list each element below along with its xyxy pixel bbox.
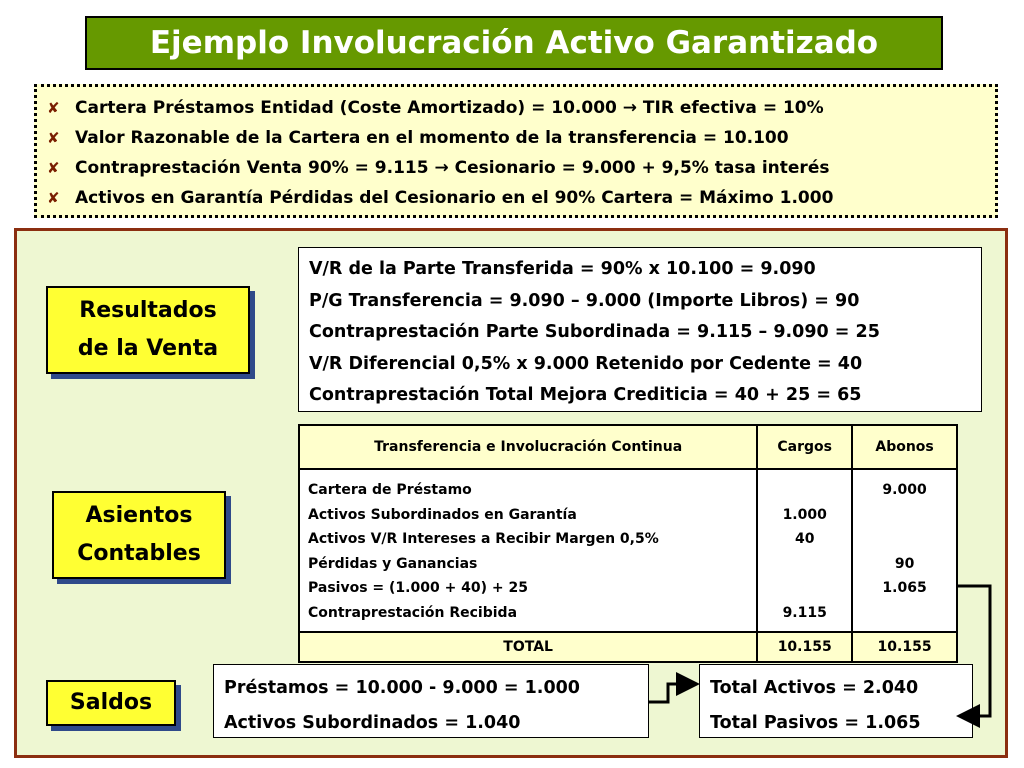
balance-line: Total Activos = 2.040 [710,678,919,698]
cross-bullet-icon: ✘ [47,189,60,207]
entry-abono: 90 [894,555,915,572]
balances-label-text: Saldos [69,690,153,715]
balance-line: Activos Subordinados = 1.040 [224,713,521,733]
header-concept: Transferencia e Involucración Continua [299,425,757,469]
results-label-line2: de la Venta [77,336,219,361]
assumption-text: Contraprestación Venta 90% = 9.115 → Cesionario = 9.000 + 9,5% tasa interés [75,158,830,178]
cross-bullet-icon: ✘ [47,129,60,147]
assumption-text: Activos en Garantía Pérdidas del Cesionario en el 90% Cartera = Máximo 1.000 [75,188,834,208]
entries-label-line1: Asientos [85,503,193,528]
entry-abono: 9.000 [882,482,927,498]
entry-concept: Activos V/R Intereses a Recibir Margen 0,5% [308,531,659,547]
entries-label-line2: Contables [77,541,201,566]
assumption-text: Valor Razonable de la Cartera en el momento de la transferencia = 10.100 [75,128,789,148]
balance-line: Total Pasivos = 1.065 [710,713,921,733]
result-line: V/R de la Parte Transferida = 90% x 10.100 = 9.090 [309,259,816,279]
cross-bullet-icon: ✘ [47,159,60,177]
results-label-line1: Resultados [79,298,217,323]
entry-concept: Activos Subordinados en Garantía [308,506,577,523]
balance-line: Préstamos = 10.000 - 9.000 = 1.000 [224,678,580,698]
entry-cargo: 1.000 [782,506,827,523]
entry-concept: Pasivos = (1.000 + 40) + 25 [308,580,529,596]
cross-bullet-icon: ✘ [47,99,60,117]
entry-abono: 1.065 [882,580,927,596]
total-abonos: 10.155 [852,632,957,662]
entry-cargo: 9.115 [782,604,827,621]
liabilities-arrow [958,586,990,716]
result-line: P/G Transferencia = 9.090 – 9.000 (Importe Libros) = 90 [309,290,860,311]
result-line: Contraprestación Parte Subordinada = 9.115 – 9.090 = 25 [309,322,880,342]
header-cargos: Cargos [757,425,852,469]
header-abonos: Abonos [852,425,957,469]
entry-concept: Pérdidas y Ganancias [308,555,478,572]
assumption-text: Cartera Préstamos Entidad (Coste Amortizado) = 10.000 → TIR efectiva = 10% [75,98,824,118]
entry-concept: Contraprestación Recibida [308,604,518,621]
entry-cargo: 40 [794,531,815,547]
result-line: Contraprestación Total Mejora Crediticia = 40 + 25 = 65 [309,385,862,405]
slide-title: Ejemplo Involucración Activo Garantizado [149,25,879,61]
entry-concept: Cartera de Préstamo [308,482,472,498]
total-cargos: 10.155 [757,632,852,662]
balance-arrow [649,684,694,702]
result-line: V/R Diferencial 0,5% x 9.000 Retenido por Cedente = 40 [309,353,863,374]
total-label: TOTAL [299,632,757,662]
